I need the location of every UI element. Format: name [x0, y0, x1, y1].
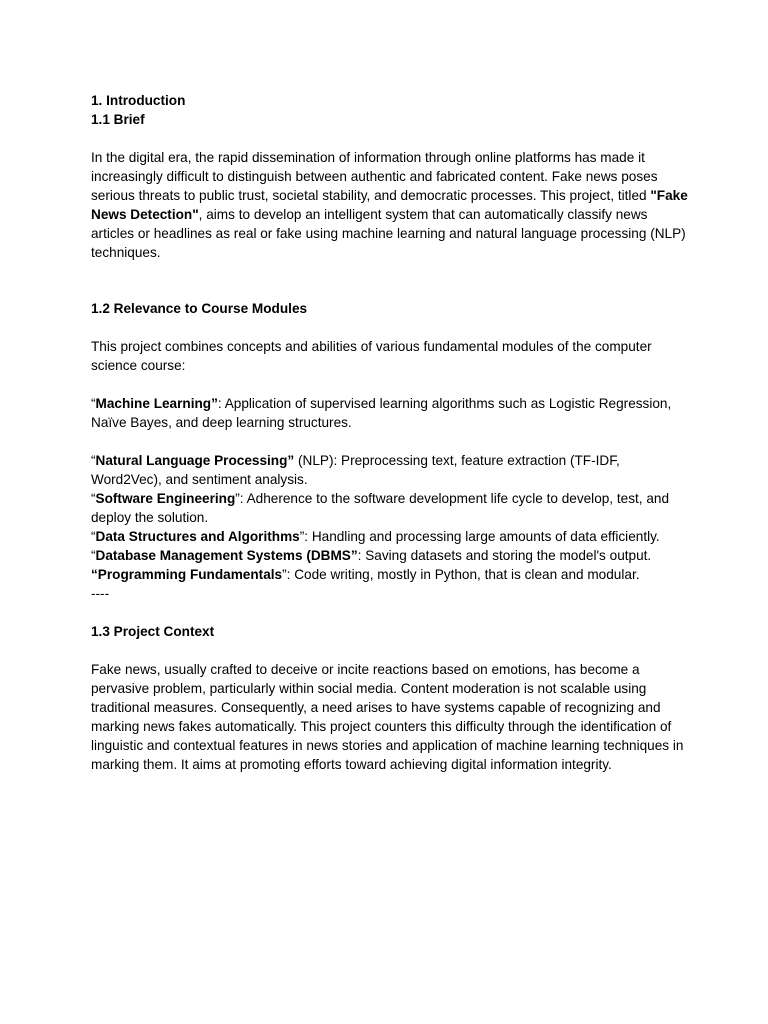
subsection-heading-brief: 1.1 Brief [91, 112, 145, 127]
item-description: ”: Adherence to the software development life cycle to develop, test, and deploy the solution. [91, 491, 670, 525]
module-item-machine-learning [91, 394, 691, 432]
project-title-bold: "Fake News Detection" [91, 188, 688, 222]
item-bold-label: “Programming Fundamentals [91, 567, 283, 582]
project-context-paragraph: Fake news, usually crafted to deceive or incite reactions based on emotions, has become a pervasive problem, particularly within social media. Content moderation is not scalable using traditional measures. Consequently, a need arises to have systems capable of recognizing and marking news fakes automatically. This project counters this difficulty through the identification of linguistic and contextual features in news stories and application of machine learning techniques in marking them. It aims at promoting efforts toward achieving digital information integrity. [91, 662, 684, 772]
item-bold-label: Software Engineering [95, 491, 236, 506]
item-bold-label: Data Structures and Algorithms [95, 529, 300, 544]
item-description: ”: Handling and processing large amounts of data efficiently. [299, 529, 660, 544]
item-prefix: “ [91, 548, 96, 563]
item-description: (NLP): Preprocessing text, feature extraction (TF-IDF, Word2Vec), and sentiment analysis. [91, 453, 620, 487]
item-bold-label: Machine Learning” [95, 396, 218, 411]
module-item-software-engineering [91, 489, 691, 527]
item-prefix: “ [91, 453, 96, 468]
module-item-dsa [91, 527, 691, 546]
section-separator: ---- [91, 586, 110, 601]
document-page [91, 91, 691, 774]
item-description: : Application of supervised learning algorithms such as Logistic Regression, Naïve Bayes, and deep learning structures. [91, 396, 672, 430]
subsection-heading-relevance: 1.2 Relevance to Course Modules [91, 301, 308, 316]
item-bold-label: Database Management Systems (DBMS” [95, 548, 358, 563]
item-prefix: “ [91, 491, 96, 506]
module-item-programming-fundamentals [91, 565, 691, 584]
brief-paragraph [91, 148, 691, 262]
module-item-nlp [91, 451, 691, 489]
module-item-dbms [91, 546, 691, 565]
item-description: ”: Code writing, mostly in Python, that is clean and modular. [282, 567, 640, 582]
item-prefix: “ [91, 529, 96, 544]
item-description: : Saving datasets and storing the model's output. [357, 548, 652, 563]
item-bold-label: Natural Language Processing” [95, 453, 295, 468]
section-heading-introduction: 1. Introduction [91, 93, 186, 108]
subsection-heading-project-context: 1.3 Project Context [91, 624, 215, 639]
relevance-intro: This project combines concepts and abilities of various fundamental modules of the computer science course: [91, 339, 652, 373]
brief-text-end: , aims to develop an intelligent system that can automatically classify news articles or headlines as real or fake using machine learning and natural language processing (NLP) techniques. [91, 207, 686, 260]
item-prefix: “ [91, 396, 96, 411]
brief-text-start: In the digital era, the rapid dissemination of information through online platforms has made it increasingly difficult to distinguish between authentic and fabricated content. Fake news poses serious threats to public trust, societal stability, and democratic processes. This project, titled [91, 150, 658, 203]
